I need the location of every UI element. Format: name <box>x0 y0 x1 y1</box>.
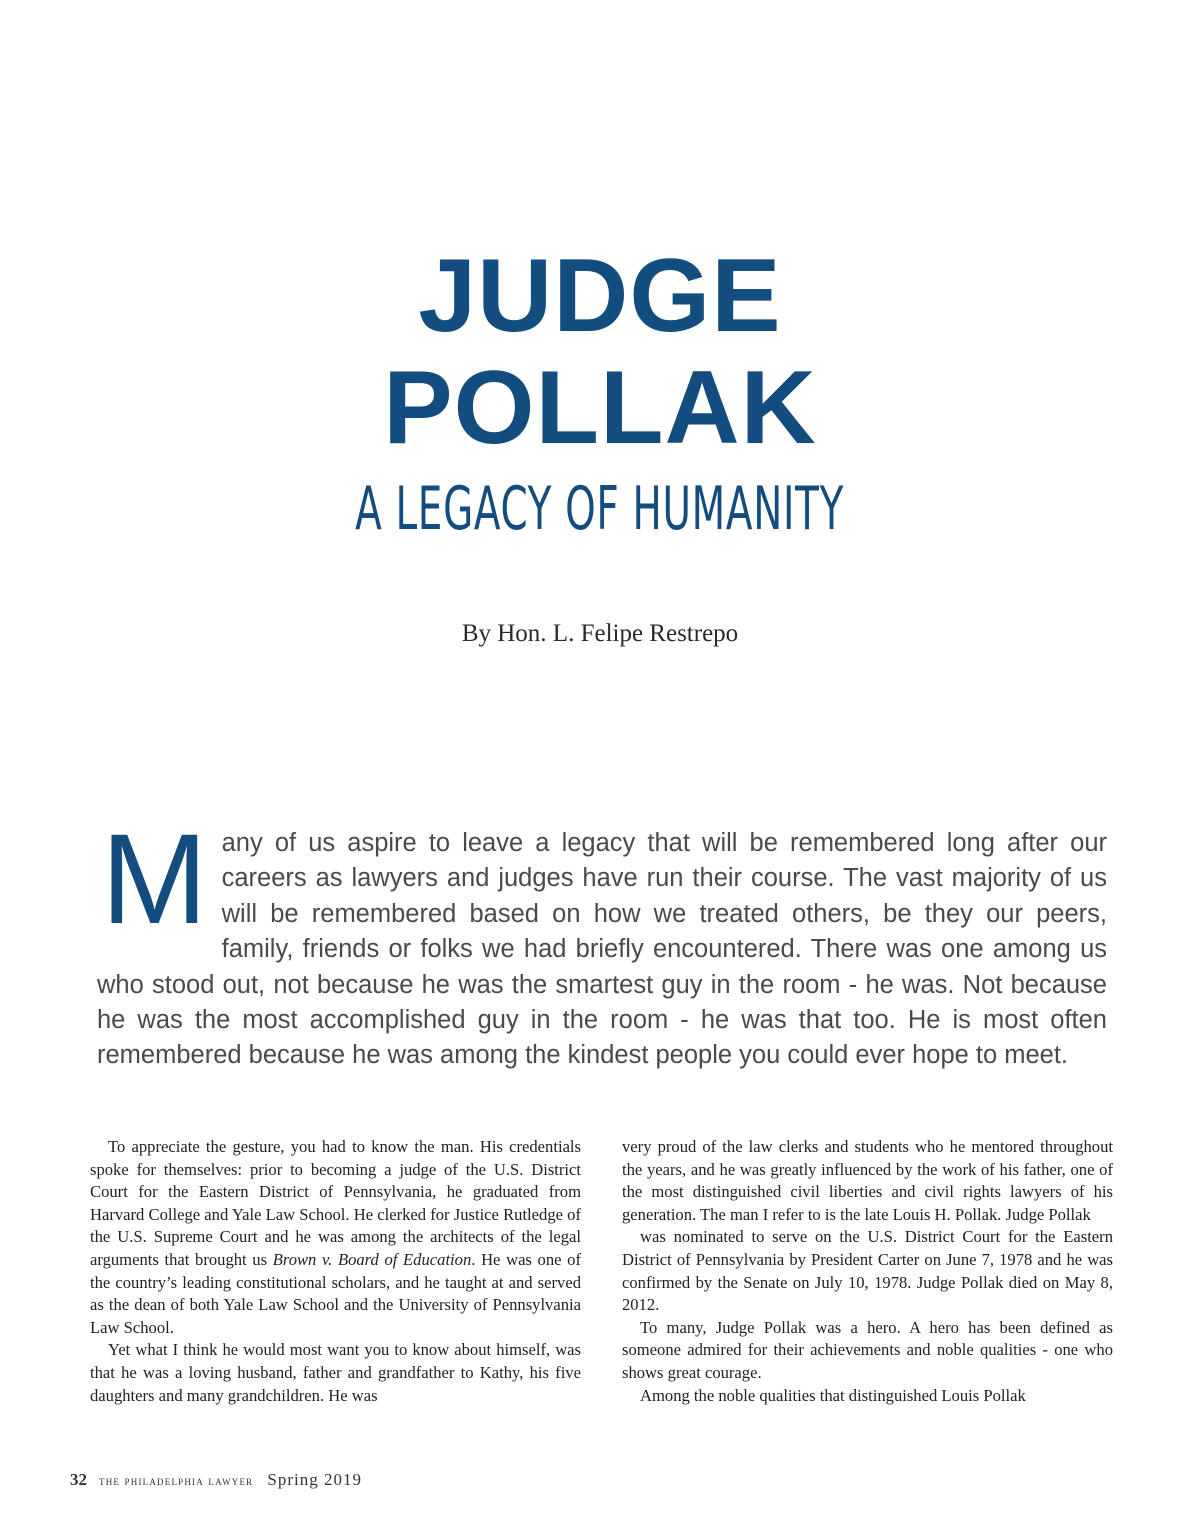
issue-date: Spring 2019 <box>267 1470 362 1489</box>
body-paragraph: very proud of the law clerks and students who he mentored throughout the years, and he was greatly influenced by the work of his father, one of the most distinguished civil liberties and civil rights lawyers of his generation. The man I refer to is the late Louis H. Pollak. Judge Pollak <box>622 1137 1113 1224</box>
body-text: . He was one of the country’s leading constitutional scholars, and he taught at and served as the dean of both Yale Law School and the University of Pennsylvania Law School. <box>90 1249 581 1337</box>
headline-line-2: POLLAK <box>383 350 817 466</box>
intro-paragraph <box>97 808 1107 1074</box>
body-paragraph <box>90 1136 581 1339</box>
body-paragraph: Among the noble qualities that distinguished Louis Pollak <box>640 1385 1026 1405</box>
case-name: Brown v. Board of Education <box>272 1249 472 1269</box>
body-paragraph: Yet what I think he would most want you to know about himself, was that he was a loving husband, father and grandfather to Kathy, his five daughters and many grandchildren. He was <box>90 1340 581 1405</box>
byline: By Hon. L. Felipe Restrepo <box>461 620 739 647</box>
right-column <box>622 1136 1113 1407</box>
body-paragraph: To many, Judge Pollak was a hero. A hero has been defined as someone admired for their achievements and noble qualities - one who shows great courage. <box>622 1317 1113 1382</box>
intro-text: any of us aspire to leave a legacy that will be remembered long after our careers as lawyers and judges have run their course. The vast majority of us will be remembered based on how we treated others, be they our peers, family, friends or folks we had briefly encountered. There was one among us who stood out, not because he was the smartest guy in the room - he was. Not because he was the most accomplished guy in the room - he was that too. He is most often remembered because he was among the kindest people you could ever hope to meet. <box>97 829 1107 1070</box>
magazine-name: the philadelphia lawyer <box>99 1473 254 1488</box>
body-text: To appreciate the gesture, you had to know the man. His credentials spoke for themselves: prior to becoming a judge of the U.S. District Court for the Eastern District of Pennsylvania, he graduated from Harvard College and Yale Law School. He clerked for Justice Rutledge of the U.S. Supreme Court and he was among the architects of the legal arguments that brought us <box>90 1137 581 1269</box>
headline-line-1: JUDGE <box>418 238 782 354</box>
body-columns <box>90 1136 1113 1406</box>
title-block <box>0 240 1200 544</box>
drop-cap: M <box>101 808 208 951</box>
page-footer <box>70 1470 362 1490</box>
subtitle: A LEGACY OF HUMANITY <box>355 474 845 544</box>
left-column <box>90 1136 581 1407</box>
body-paragraph: was nominated to serve on the U.S. District Court for the Eastern District of Pennsylvania by President Carter on June 7, 1978 and he was confirmed by the Senate on July 10, 1978. Judge Pollak died on May 8, 2012. <box>622 1227 1113 1315</box>
page-number: 32 <box>70 1470 87 1489</box>
